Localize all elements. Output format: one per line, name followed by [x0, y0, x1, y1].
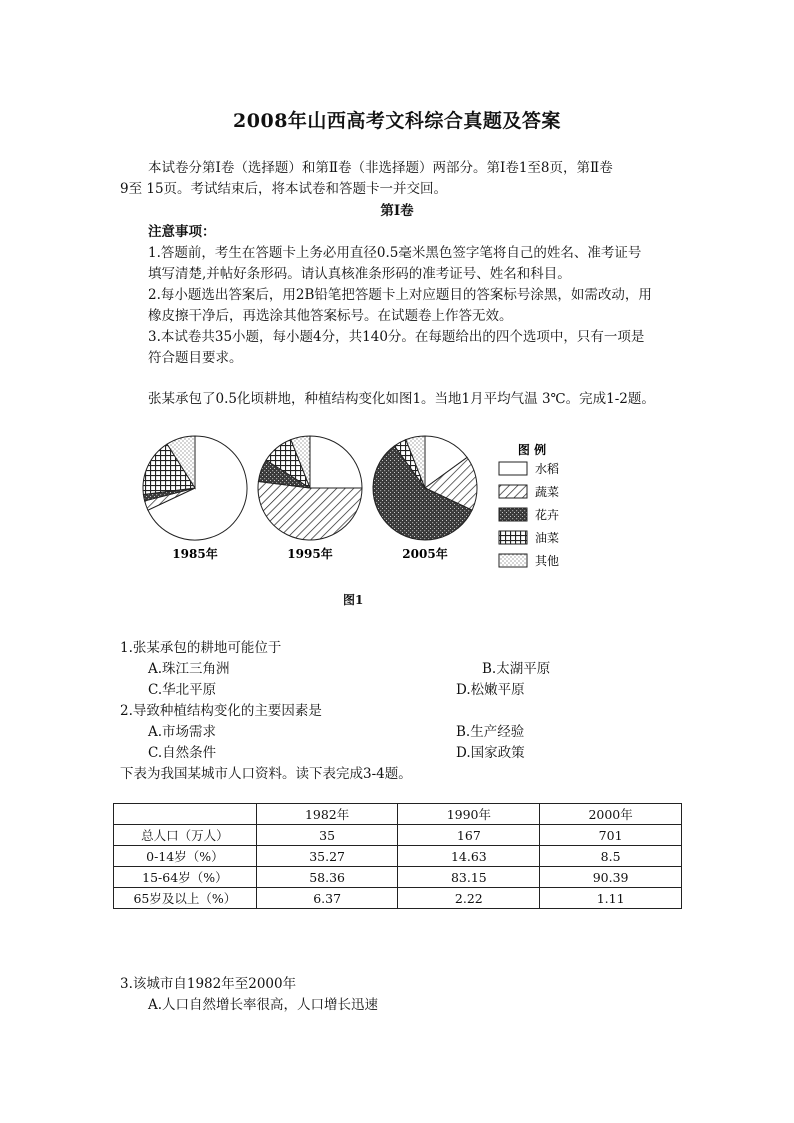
table-cell: 65岁及以上（%） [114, 888, 257, 909]
table-cell: 2.22 [398, 888, 540, 909]
legend-swatch-rice [499, 462, 527, 475]
q1-option-b: B.太湖平原 [482, 661, 551, 677]
legend-label: 蔬菜 [535, 485, 560, 499]
notes-line: 填写清楚,并帖好条形码。请认真核准条形码的准考证号、姓名和科目。 [148, 266, 571, 282]
table-cell: 15-64岁（%） [114, 867, 257, 888]
notes-line: 2.每小题选出答案后，用2B铅笔把答题卡上对应题目的答案标号涂黑，如需改动，用 [148, 287, 652, 303]
notes-line: 橡皮擦干净后，再选涂其他答案标号。在试题卷上作答无效。 [148, 308, 513, 324]
legend-label: 其他 [535, 554, 560, 568]
table-cell: 167 [398, 825, 540, 846]
q2-option-b: B.生产经验 [456, 724, 525, 740]
table-cell: 35 [256, 825, 398, 846]
intro-line-2: 9至 15页。考试结束后，将本试卷和答题卡一并交回。 [120, 181, 448, 197]
figure-caption: 图1 [343, 593, 364, 607]
table-row [114, 825, 682, 846]
q1-option-a: A.珠江三角洲 [148, 661, 230, 677]
population-table [113, 803, 682, 909]
table-header-cell [114, 804, 257, 825]
legend-label: 水稻 [535, 462, 560, 476]
q2-option-a: A.市场需求 [148, 724, 217, 740]
context-questions-1-2: 张某承包了0.5化顷耕地，种植结构变化如图1。当地1月平均气温 3℃。完成1-2题。 [148, 391, 655, 407]
q1-option-d: D.松嫩平原 [456, 682, 525, 698]
pie-figure [140, 430, 580, 615]
legend-swatch-rape [499, 531, 527, 544]
question-1-stem: 1.张某承包的耕地可能位于 [120, 640, 282, 656]
pie-slice-veg [258, 481, 362, 540]
table-header-cell: 1982年 [256, 804, 398, 825]
table-cell: 701 [540, 825, 682, 846]
table-cell: 1.11 [540, 888, 682, 909]
table-cell: 90.39 [540, 867, 682, 888]
table-cell: 58.36 [256, 867, 398, 888]
legend-label: 油菜 [535, 531, 560, 545]
page-title: 2008年山西高考文科综合真题及答案 [233, 110, 561, 132]
notes-line: 3.本试卷共35小题，每小题4分，共140分。在每题给出的四个选项中，只有一项是 [148, 329, 645, 345]
pie-year-label: 1995年 [287, 547, 333, 561]
question-2-stem: 2.导致种植结构变化的主要因素是 [120, 703, 322, 719]
table-cell: 35.27 [256, 846, 398, 867]
legend-title: 图 例 [517, 443, 547, 457]
table-cell: 83.15 [398, 867, 540, 888]
pie-year-label: 2005年 [402, 547, 448, 561]
notes-line: 符合题目要求。 [148, 350, 243, 366]
legend-swatch-veg [499, 485, 527, 498]
table-cell: 8.5 [540, 846, 682, 867]
table-header-row [114, 804, 682, 825]
table-cell: 0-14岁（%） [114, 846, 257, 867]
table-header-cell: 1990年 [398, 804, 540, 825]
pie-year-label: 1985年 [172, 547, 218, 561]
section-heading: 第Ⅰ卷 [380, 203, 414, 219]
q2-option-d: D.国家政策 [456, 745, 525, 761]
table-header-cell: 2000年 [540, 804, 682, 825]
intro-line-1: 本试卷分第Ⅰ卷（选择题）和第Ⅱ卷（非选择题）两部分。第Ⅰ卷1至8页，第Ⅱ卷 [148, 160, 613, 176]
q2-option-c: C.自然条件 [148, 745, 217, 761]
pie-slice-rice [310, 436, 362, 488]
table-row [114, 888, 682, 909]
table-cell: 6.37 [256, 888, 398, 909]
notes-line: 1.答题前，考生在答题卡上务必用直径0.5毫米黑色签字笔将自己的姓名、准考证号 [148, 245, 642, 261]
legend-swatch-flower [499, 508, 527, 521]
table-row [114, 846, 682, 867]
notes-heading: 注意事项： [148, 224, 216, 240]
pie-chart [258, 436, 362, 561]
table-cell: 总人口（万人） [114, 825, 257, 846]
q3-option-a: A.人口自然增长率很高，人口增长迅速 [148, 997, 379, 1013]
pie-chart [143, 436, 247, 561]
context-questions-3-4: 下表为我国某城市人口资料。读下表完成3-4题。 [120, 766, 412, 782]
pie-chart [373, 436, 477, 561]
table-cell: 14.63 [398, 846, 540, 867]
table-row [114, 867, 682, 888]
q1-option-c: C.华北平原 [148, 682, 217, 698]
legend-swatch-other [499, 554, 527, 567]
question-3-stem: 3.该城市自1982年至2000年 [120, 976, 297, 992]
legend-label: 花卉 [535, 508, 560, 522]
